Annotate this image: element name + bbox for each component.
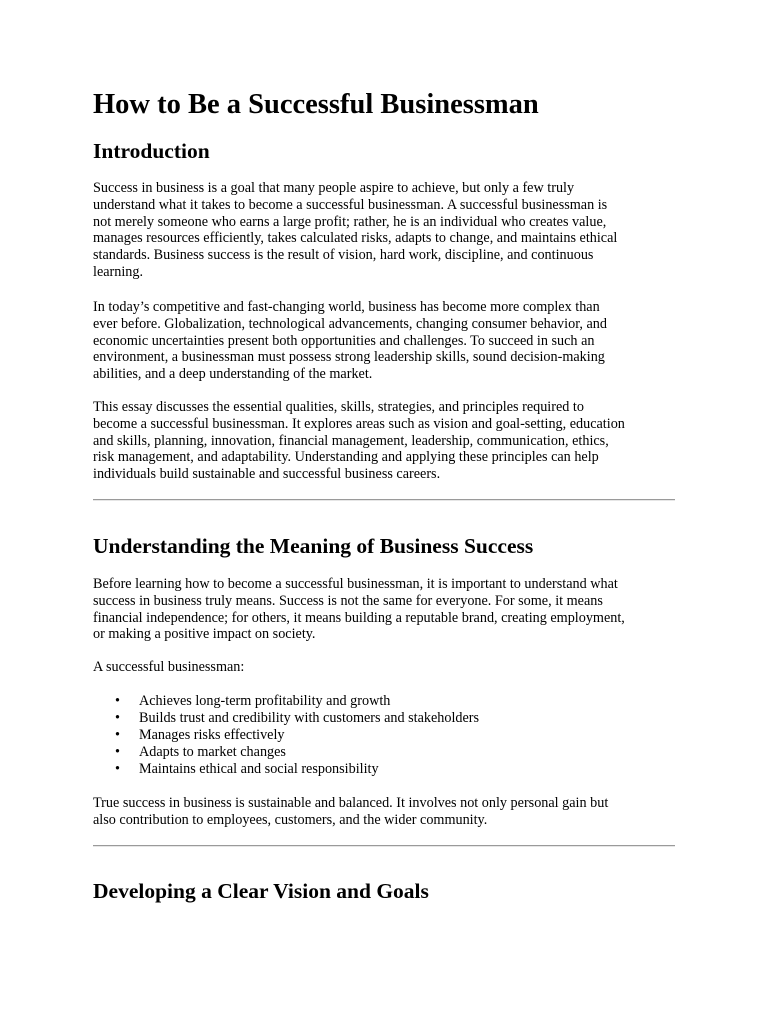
section-heading-vision: Developing a Clear Vision and Goals	[93, 879, 429, 903]
text-line: manages resources efficiently, takes calculated risks, adapts to change, and maintains ethical	[93, 230, 618, 247]
section-divider	[93, 499, 675, 501]
list-item-text: Maintains ethical and social responsibility	[139, 760, 379, 777]
list-item-text: Achieves long-term profitability and growth	[139, 693, 391, 709]
list-item	[93, 727, 479, 744]
meaning-paragraph-2	[93, 659, 675, 676]
text-line: ever before. Globalization, technological advancements, changing consumer behavior, and	[93, 315, 607, 332]
text-line: not merely someone who earns a large profit; rather, he is an individual who creates value,	[93, 213, 607, 230]
text-line: A successful businessman:	[93, 659, 245, 675]
bullet-icon: •	[115, 743, 120, 760]
list-item	[93, 710, 479, 727]
text-line: Before learning how to become a successful businessman, it is important to understand what	[93, 576, 618, 592]
list-item	[93, 744, 479, 761]
text-line: economic uncertainties present both opportunities and challenges. To succeed in such an	[93, 332, 595, 349]
text-line: or making a positive impact on society.	[93, 626, 316, 643]
text-line: individuals build sustainable and successful business careers.	[93, 466, 441, 483]
text-line: abilities, and a deep understanding of the market.	[93, 366, 373, 383]
success-qualities-list	[93, 693, 479, 778]
document-title: How to Be a Successful Businessman	[93, 89, 539, 120]
bullet-icon: •	[115, 726, 120, 743]
intro-paragraph-2	[93, 299, 675, 383]
text-line: risk management, and adaptability. Understanding and applying these principles can help	[93, 449, 599, 466]
text-line: financial independence; for others, it means building a reputable brand, creating employment,	[93, 609, 625, 626]
text-line: also contribution to employees, customers, and the wider community.	[93, 811, 488, 828]
list-item	[93, 693, 479, 710]
text-line: learning.	[93, 263, 144, 280]
bullet-icon: •	[115, 709, 120, 726]
list-item-text: Manages risks effectively	[139, 726, 285, 743]
section-heading-meaning: Understanding the Meaning of Business Success	[93, 534, 534, 558]
intro-paragraph-1	[93, 180, 675, 281]
text-line: In today’s competitive and fast-changing world, business has become more complex than	[93, 299, 600, 315]
text-line: This essay discusses the essential qualities, skills, strategies, and principles required to	[93, 399, 584, 415]
text-line: Success in business is a goal that many people aspire to achieve, but only a few truly	[93, 180, 575, 196]
section-heading-introduction: Introduction	[93, 139, 210, 163]
text-line: become a successful businessman. It explores areas such as vision and goal-setting, education	[93, 415, 625, 432]
text-line: understand what it takes to become a successful businessman. A successful businessman is	[93, 196, 608, 213]
list-item-text: Builds trust and credibility with customers and stakeholders	[139, 709, 480, 726]
list-item	[93, 761, 479, 778]
text-line: True success in business is sustainable and balanced. It involves not only personal gain but	[93, 795, 609, 811]
bullet-icon: •	[115, 760, 120, 777]
meaning-paragraph-1	[93, 576, 675, 643]
text-line: and skills, planning, innovation, financial management, leadership, communication, ethics,	[93, 432, 609, 449]
section-divider	[93, 845, 675, 847]
text-line: standards. Business success is the result of vision, hard work, discipline, and continuous	[93, 247, 594, 264]
list-item-text: Adapts to market changes	[139, 743, 286, 760]
intro-paragraph-3	[93, 399, 675, 483]
bullet-icon: •	[115, 693, 120, 709]
text-line: environment, a businessman must possess strong leadership skills, sound decision-making	[93, 349, 605, 366]
meaning-paragraph-3	[93, 795, 675, 829]
text-line: success in business truly means. Success is not the same for everyone. For some, it means	[93, 592, 603, 609]
